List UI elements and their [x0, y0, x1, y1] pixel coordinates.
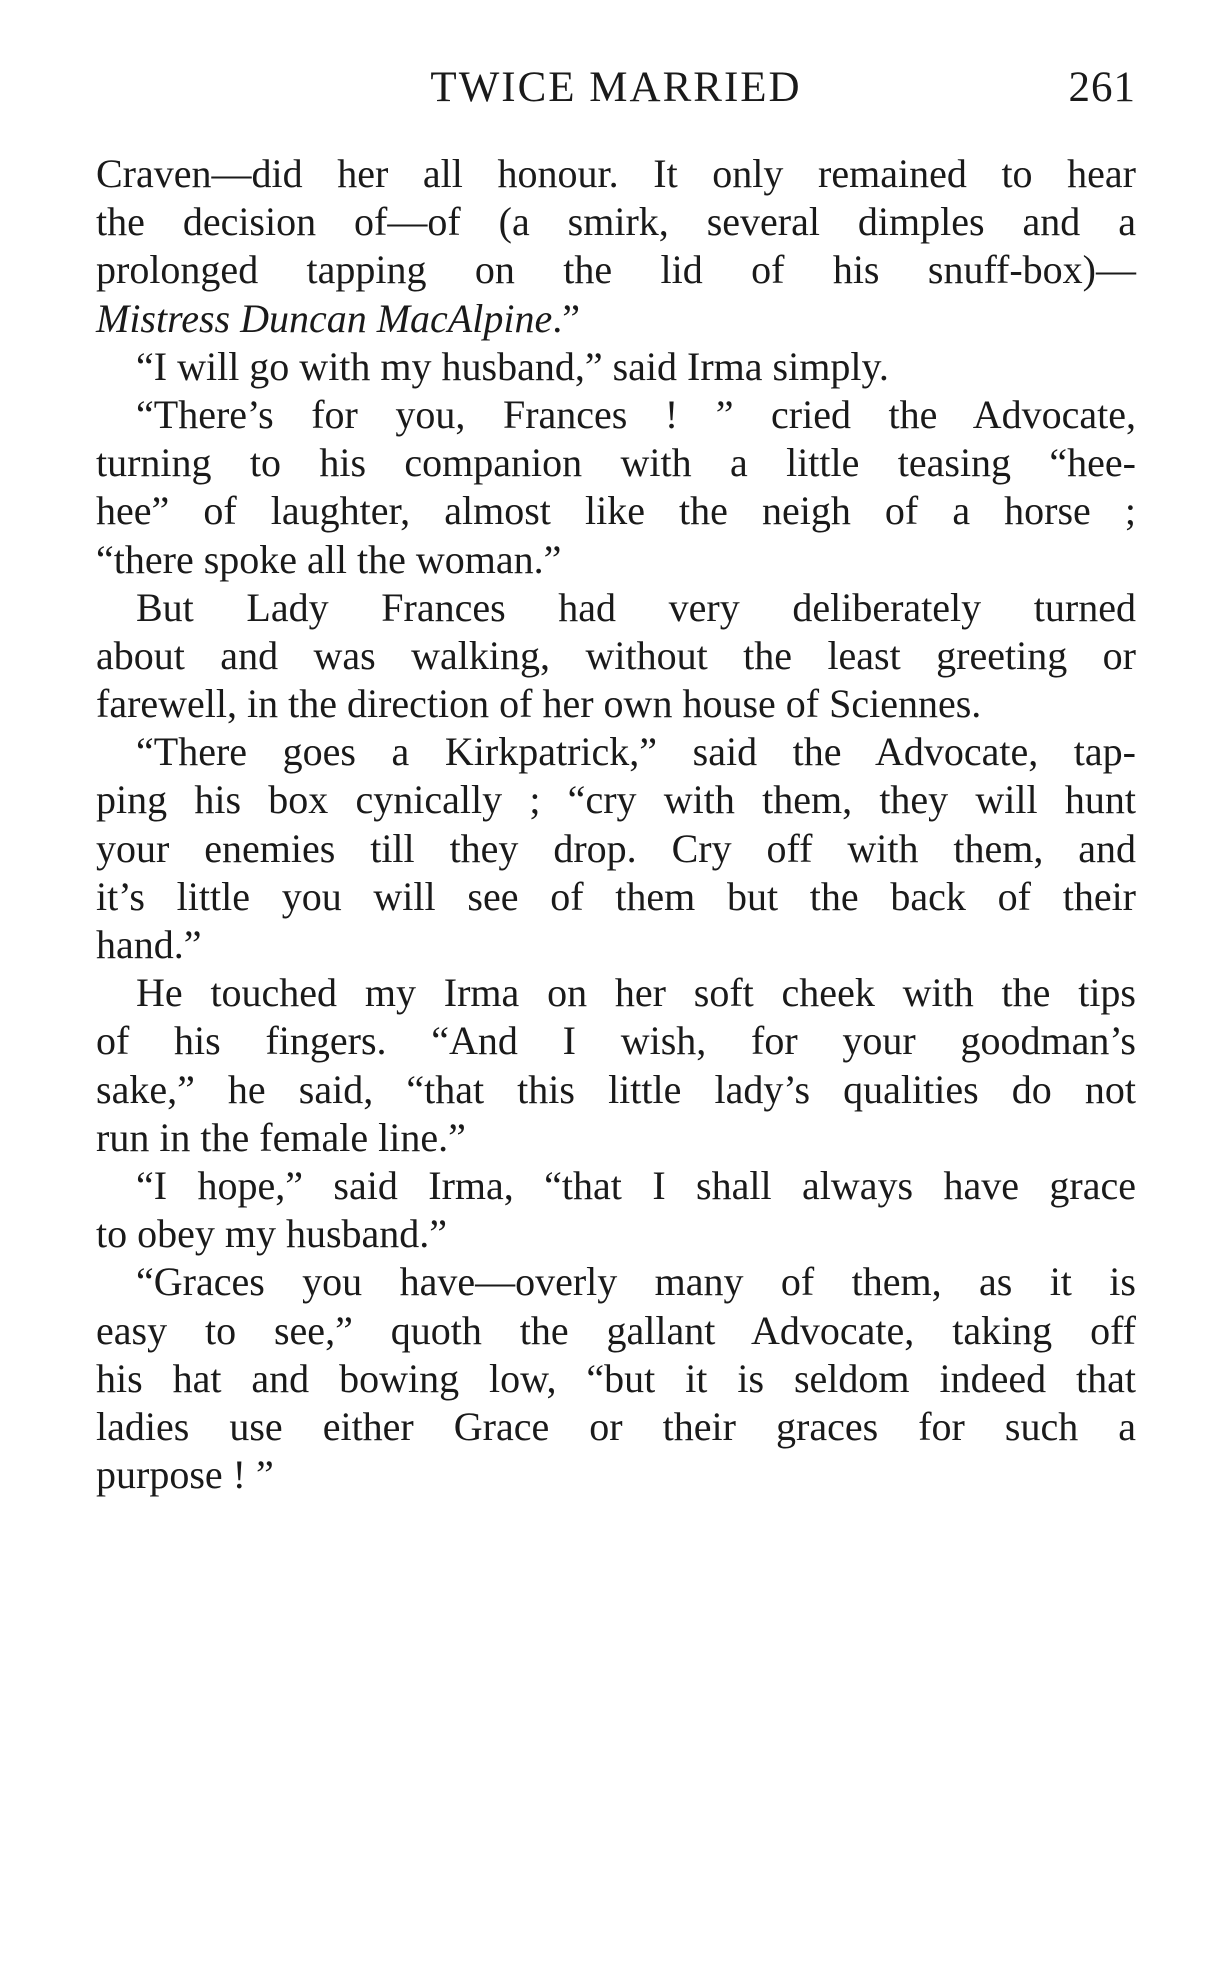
- text-segment: the decision of—of (a smirk, several dimples and a: [96, 199, 1136, 245]
- text-line: [96, 246, 1136, 294]
- text-segment: “there spoke all the woman.”: [96, 536, 562, 582]
- text-segment: run in the female line.”: [96, 1114, 466, 1160]
- text-segment: “Graces you have—overly many of them, as it is: [136, 1259, 1136, 1305]
- text-segment: He touched my Irma on her soft cheek with the tips: [136, 970, 1136, 1016]
- running-title: TWICE MARRIED: [430, 64, 802, 111]
- text-segment: his hat and bowing low, “but it is seldom indeed that: [96, 1355, 1136, 1401]
- text-line: [96, 776, 1136, 824]
- text-segment: ping his box cynically ; “cry with them, they will hunt: [96, 777, 1136, 823]
- text-segment: it’s little you will see of them but the back of their: [96, 873, 1136, 919]
- text-line: [96, 680, 1136, 728]
- text-line: [96, 969, 1136, 1017]
- text-line: [96, 1162, 1136, 1210]
- text-line: [96, 343, 1136, 391]
- text-segment: sake,” he said, “that this little lady’s qualities do not: [96, 1066, 1136, 1112]
- text-segment: farewell, in the direction of her own house of Sciennes.: [96, 681, 982, 727]
- text-line: [96, 198, 1136, 246]
- text-segment: hee” of laughter, almost like the neigh of a horse ;: [96, 488, 1136, 534]
- text-line: [96, 1403, 1136, 1451]
- text-segment: hand.”: [96, 922, 202, 967]
- text-line: [96, 150, 1136, 198]
- text-segment: about and was walking, without the least greeting or: [96, 632, 1136, 678]
- text-line: [96, 825, 1136, 873]
- text-segment: of his fingers. “And I wish, for your goodman’s: [96, 1018, 1136, 1064]
- text-segment: But Lady Frances had very deliberately turned: [136, 584, 1136, 630]
- text-line: [96, 439, 1136, 487]
- text-segment: “There’s for you, Frances ! ” cried the Advocate,: [136, 391, 1136, 437]
- text-line: [96, 1451, 1136, 1499]
- text-segment: purpose ! ”: [96, 1452, 274, 1498]
- page-number: 261: [1068, 64, 1136, 111]
- text-segment: your enemies till they drop. Cry off with them, and: [96, 825, 1136, 871]
- text-line: [96, 391, 1136, 439]
- text-segment: to obey my husband.”: [96, 1211, 448, 1257]
- text-segment: “I hope,” said Irma, “that I shall always have grace: [136, 1162, 1136, 1208]
- text-line: [96, 1355, 1136, 1403]
- text-segment: turning to his companion with a little teasing “hee-: [96, 440, 1136, 486]
- text-line: [96, 584, 1136, 632]
- text-line: [96, 295, 1136, 343]
- text-line: [96, 1210, 1136, 1258]
- text-segment: Craven—did her all honour. It only remained to hear: [96, 151, 1136, 196]
- text-segment: prolonged tapping on the lid of his snuff-box)—: [96, 247, 1136, 293]
- text-line: [96, 536, 1136, 584]
- text-line: [96, 921, 1136, 969]
- text-segment: easy to see,” quoth the gallant Advocate, taking off: [96, 1307, 1136, 1353]
- italic-text: Mistress Duncan MacAlpine: [96, 295, 553, 341]
- text-segment: .”: [552, 295, 580, 341]
- text-segment: “I will go with my husband,” said Irma simply.: [136, 343, 889, 389]
- running-head: [96, 58, 1136, 118]
- text-line: [96, 1066, 1136, 1114]
- text-line: [96, 632, 1136, 680]
- body-text: [96, 150, 1136, 1499]
- text-line: [96, 1258, 1136, 1306]
- text-line: [96, 1114, 1136, 1162]
- text-line: [96, 487, 1136, 535]
- text-segment: ladies use either Grace or their graces for such a: [96, 1403, 1136, 1449]
- text-line: [96, 1017, 1136, 1065]
- text-line: [96, 873, 1136, 921]
- text-segment: “There goes a Kirkpatrick,” said the Advocate, tap-: [136, 729, 1136, 775]
- text-line: [96, 1307, 1136, 1355]
- text-line: [96, 728, 1136, 776]
